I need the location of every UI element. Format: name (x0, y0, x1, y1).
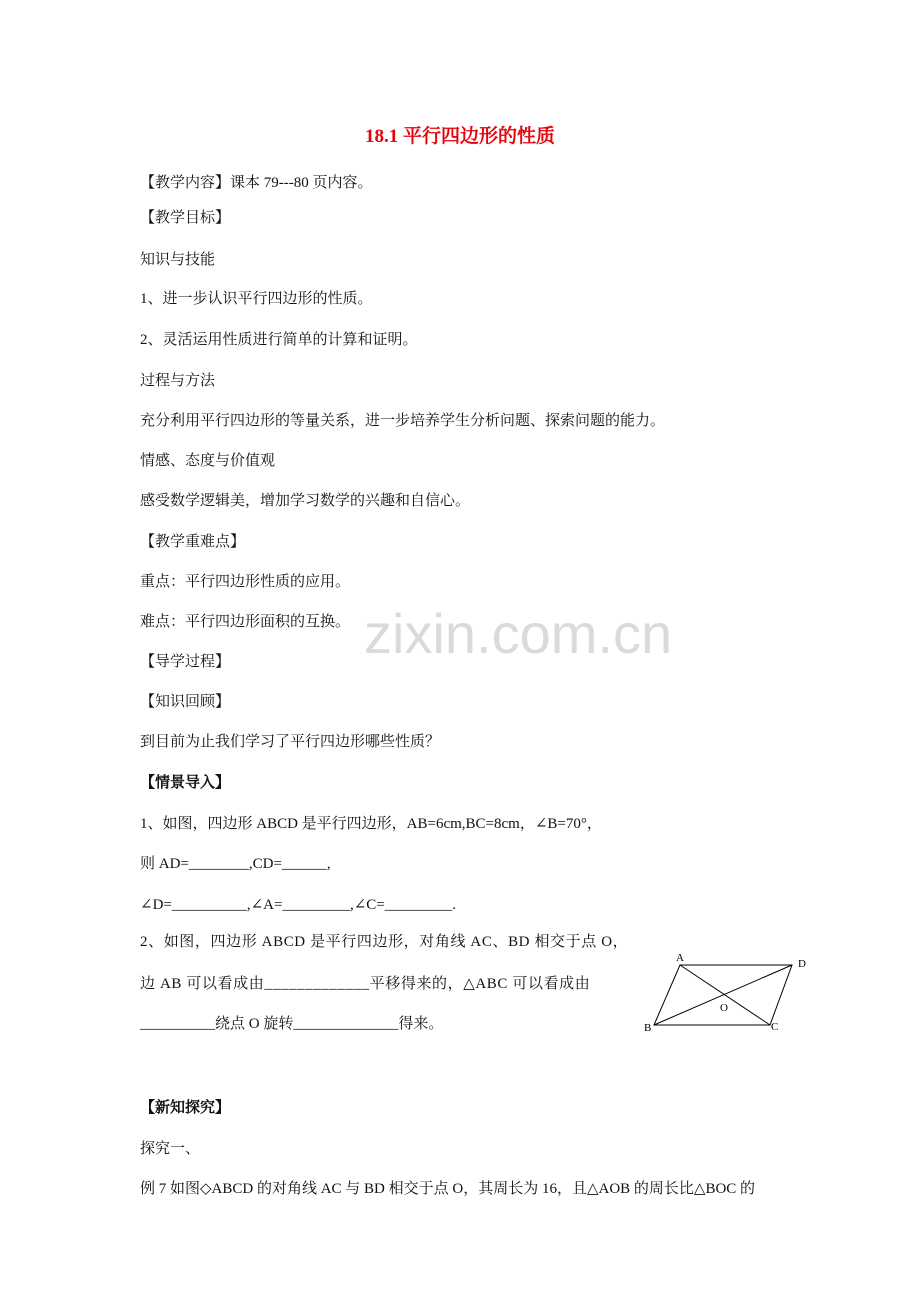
knowledge-review-question: 到目前为止我们学习了平行四边形哪些性质？ (140, 734, 441, 750)
vertex-label-a: A (676, 952, 684, 964)
diagonal-bd (654, 965, 792, 1025)
question-1-text: 1、如图，四边形 ABCD 是平行四边形，AB=6cm,BC=8cm，∠B=70°， (140, 816, 602, 832)
key-difficult-points-heading: 【教学重难点】 (140, 534, 246, 550)
watermark-text: zixin.com.cn (364, 602, 673, 665)
guided-learning-heading: 【导学过程】 (140, 654, 231, 670)
objective-item-1: 1、进一步认识平行四边形的性质。 (140, 291, 373, 307)
knowledge-skills-heading: 知识与技能 (140, 252, 216, 268)
attitude-values-text: 感受数学逻辑美，增加学习数学的兴趣和自信心。 (140, 493, 471, 509)
scenario-intro-heading: 【情景导入】 (140, 775, 231, 791)
objective-item-2: 2、灵活运用性质进行简单的计算和证明。 (140, 332, 418, 348)
parallelogram-figure (630, 945, 820, 1040)
process-method-heading: 过程与方法 (140, 373, 216, 389)
teaching-content-line: 【教学内容】课本 79---80 页内容。 (140, 175, 373, 191)
difficult-point-text: 难点：平行四边形面积的互换。 (140, 614, 351, 630)
question-2-text: 2、如图，四边形 ABCD 是平行四边形，对角线 AC、BD 相交于点 O， (140, 934, 629, 950)
exploration-1-heading: 探究一、 (140, 1141, 201, 1157)
question-1-blanks-line-1: 则 AD=________,CD=______, (140, 856, 331, 872)
example-7-text: 例 7 如图◇ABCD 的对角线 AC 与 BD 相交于点 O，其周长为 16，且△AOB 的周长比△BOC 的 (140, 1181, 756, 1197)
page-title: 18.1 平行四边形的性质 (364, 126, 555, 147)
key-point-text: 重点：平行四边形性质的应用。 (140, 574, 351, 590)
intersection-label-o: O (720, 1002, 728, 1014)
teaching-objectives-heading: 【教学目标】 (140, 210, 231, 226)
knowledge-review-heading: 【知识回顾】 (140, 694, 231, 710)
question-2-blanks-line-2: __________绕点 O 旋转______________得来。 (140, 1016, 444, 1032)
vertex-label-b: B (644, 1022, 652, 1034)
process-method-text: 充分利用平行四边形的等量关系，进一步培养学生分析问题、探索问题的能力。 (140, 413, 666, 429)
diagonal-ac (680, 965, 770, 1025)
question-2-blanks-line-1: 边 AB 可以看成由_____________平移得来的，△ABC 可以看成由 (140, 976, 591, 992)
new-knowledge-heading: 【新知探究】 (140, 1100, 231, 1116)
vertex-label-d: D (798, 958, 806, 970)
attitude-values-heading: 情感、态度与价值观 (140, 453, 276, 469)
vertex-label-c: C (771, 1021, 779, 1033)
question-1-blanks-line-2: ∠D=__________,∠A=_________,∠C=_________. (140, 897, 457, 913)
